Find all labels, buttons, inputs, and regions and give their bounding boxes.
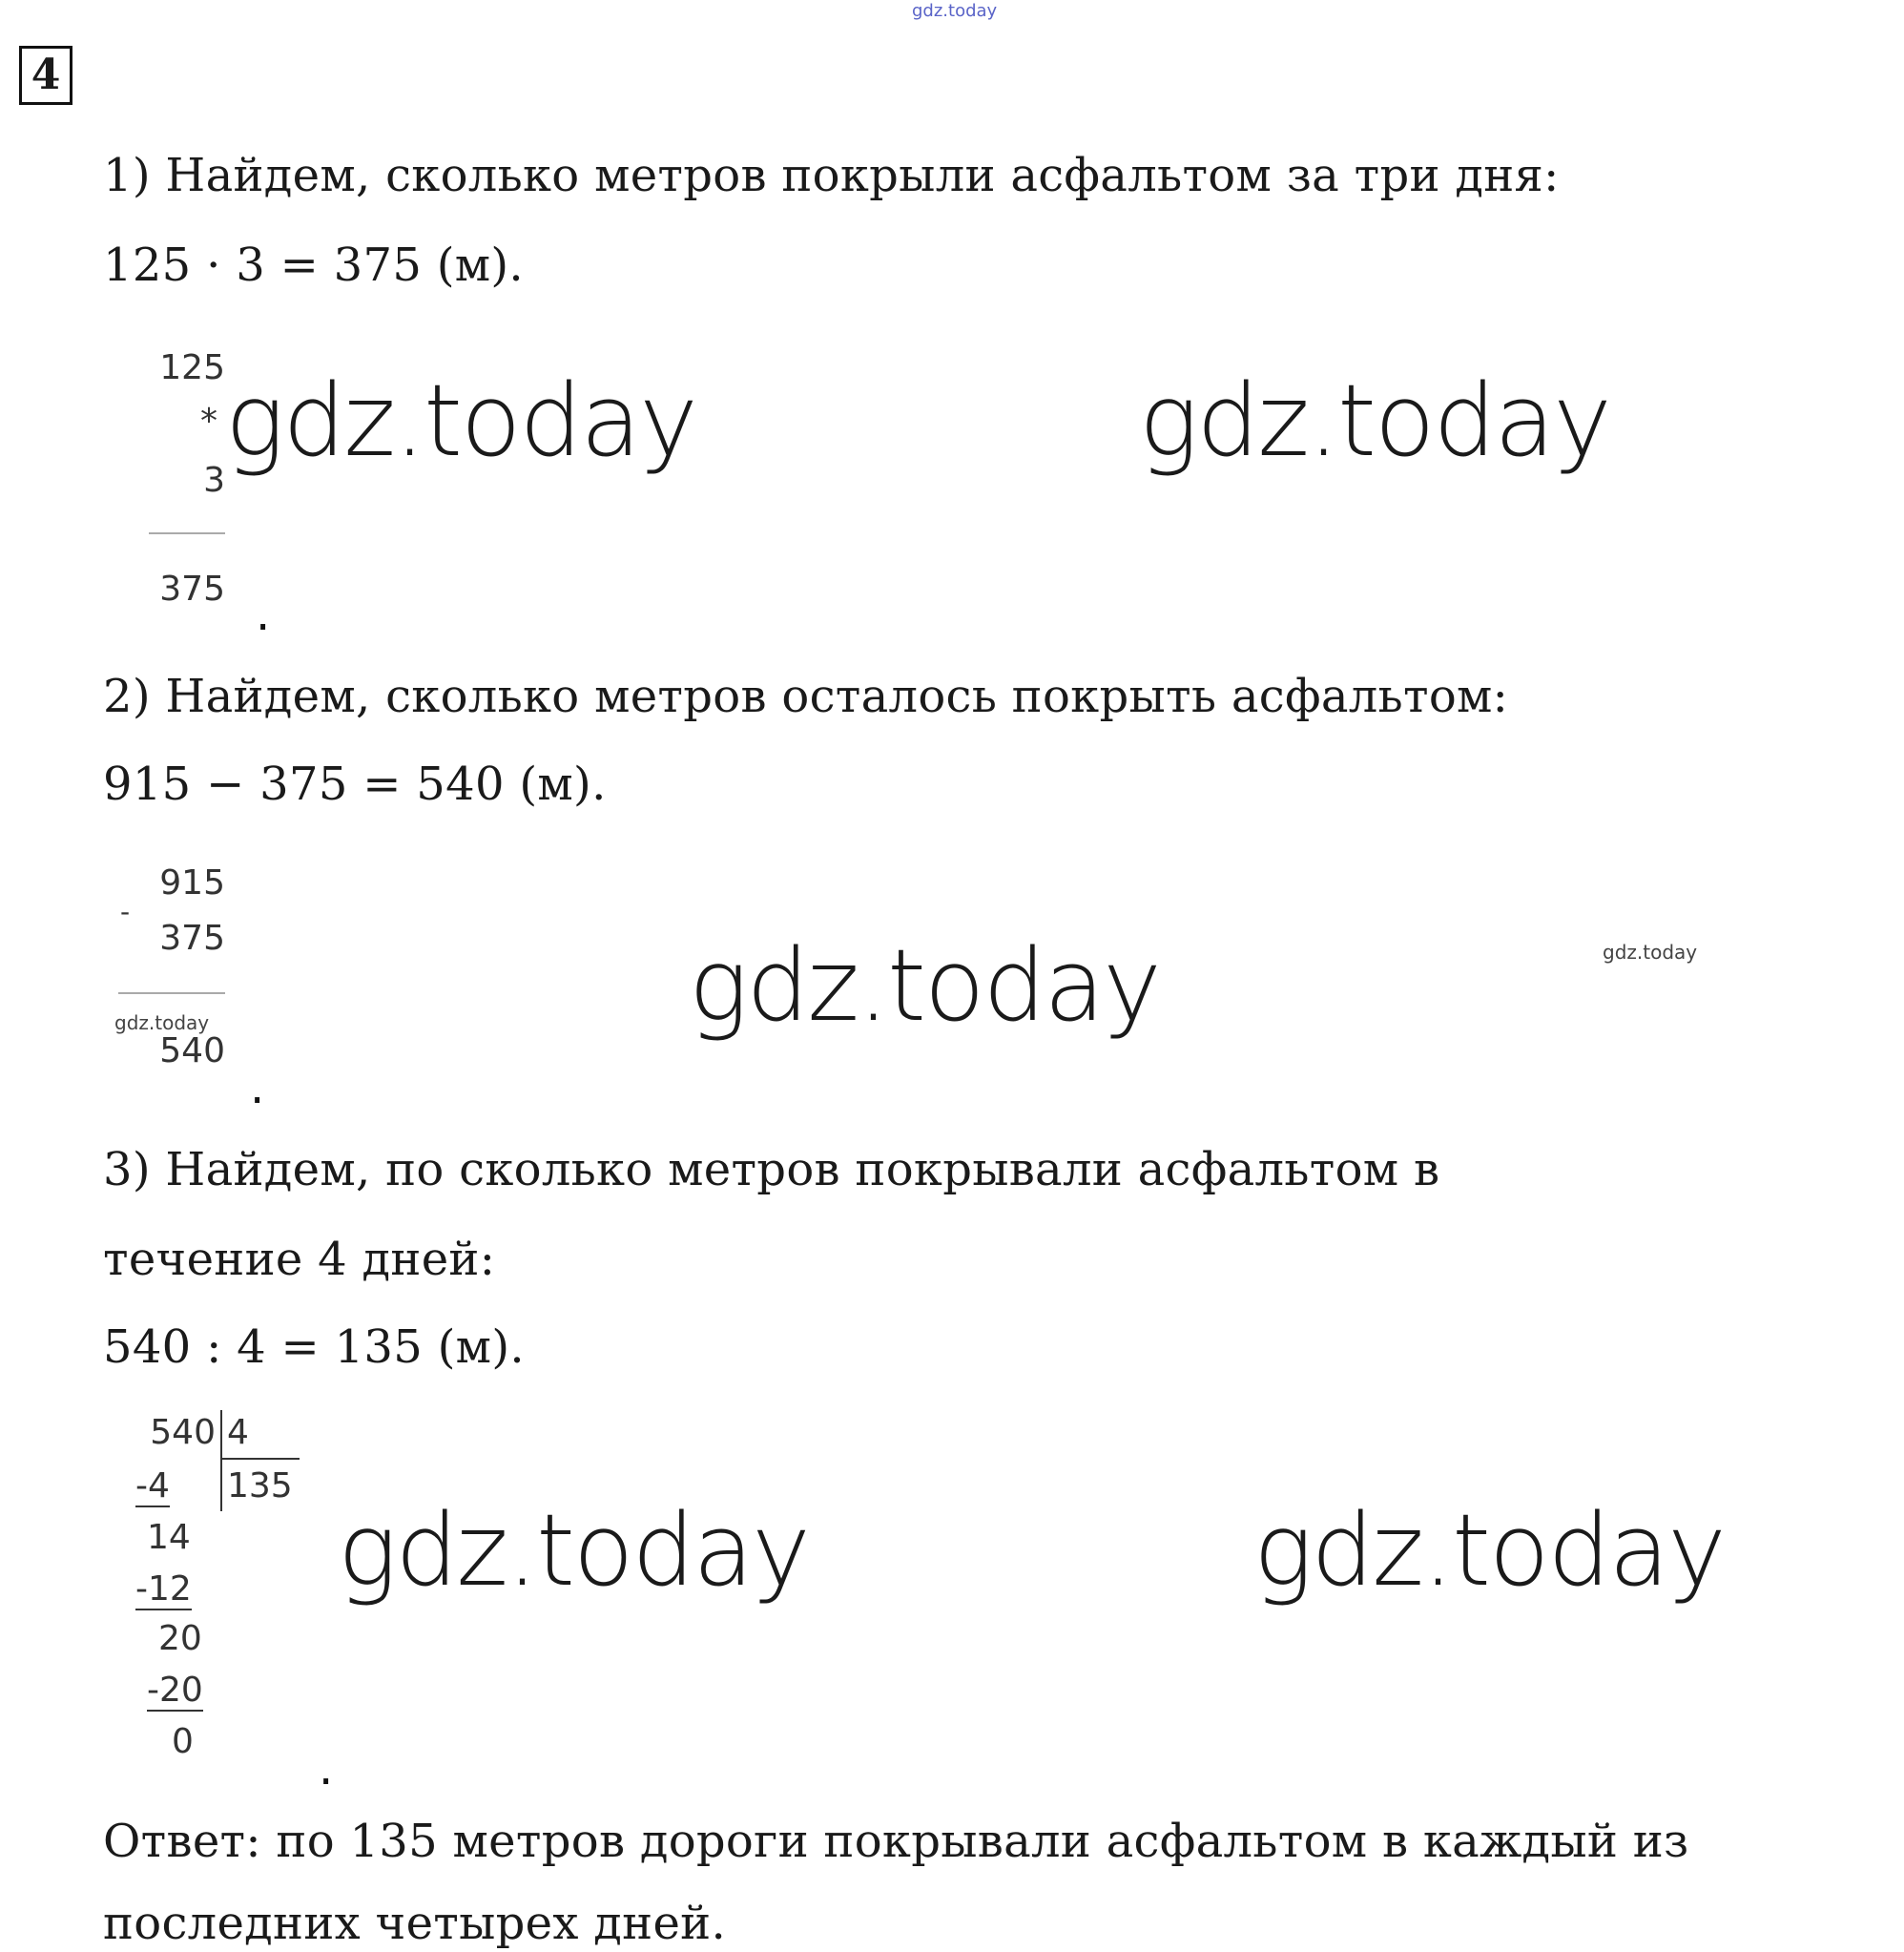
step2-equation: 915 − 375 = 540 (м). (103, 758, 607, 811)
division-row-6: 0 (172, 1722, 194, 1761)
step1-col-bottom: 3 (203, 461, 225, 500)
watermark-top: gdz.today (912, 1, 998, 21)
division-row-3: -12 (135, 1569, 192, 1609)
step1-heading: 1) Найдем, сколько метров покрыли асфальтом за три дня: (103, 149, 1560, 202)
step2-end-mark: . (250, 1061, 265, 1114)
step1-equation: 125 · 3 = 375 (м). (103, 239, 524, 292)
step2-heading: 2) Найдем, сколько метров осталось покрыть асфальтом: (103, 670, 1509, 723)
watermark-1: gdz.today (225, 363, 696, 479)
step2-col-result: 540 (159, 1031, 225, 1070)
watermark-3: gdz.today (689, 927, 1160, 1044)
watermark-2: gdz.today (1139, 363, 1610, 479)
division-row-2: 14 (147, 1518, 191, 1557)
division-horizontal-line (221, 1458, 300, 1460)
division-divisor: 4 (227, 1413, 249, 1452)
watermark-5: gdz.today (1253, 1492, 1725, 1609)
step2-col-bottom: 375 (159, 919, 225, 958)
division-vertical-line (220, 1410, 222, 1511)
step2-col-operator: - (120, 896, 131, 927)
task-number-box: 4 (19, 46, 72, 105)
answer-line1: Ответ: по 135 метров дороги покрывали асфальтом в каждый из (103, 1815, 1689, 1868)
watermark-4: gdz.today (338, 1492, 809, 1609)
step1-end-mark: . (256, 588, 271, 641)
step1-col-rule (149, 532, 225, 534)
step1-col-top: 125 (159, 348, 225, 387)
division-dividend: 540 (150, 1413, 216, 1452)
watermark-small-right: gdz.today (1603, 941, 1698, 964)
step2-col-top: 915 (159, 863, 225, 903)
division-row-4: 20 (158, 1619, 202, 1658)
step3-end-mark: . (319, 1742, 334, 1796)
step3-equation: 540 : 4 = 135 (м). (103, 1320, 525, 1374)
step2-col-rule (118, 992, 225, 994)
watermark-small-left: gdz.today (114, 1011, 210, 1034)
division-quotient: 135 (227, 1466, 293, 1506)
division-row-1: -4 (135, 1466, 170, 1506)
answer-line2: последних четырех дней. (103, 1897, 727, 1950)
step3-heading-line2: течение 4 дней: (103, 1233, 496, 1286)
division-row-5: -20 (147, 1671, 203, 1710)
step1-col-operator: * (200, 402, 217, 441)
step3-heading-line1: 3) Найдем, по сколько метров покрывали асфальтом в (103, 1143, 1440, 1196)
step1-col-result: 375 (159, 570, 225, 609)
